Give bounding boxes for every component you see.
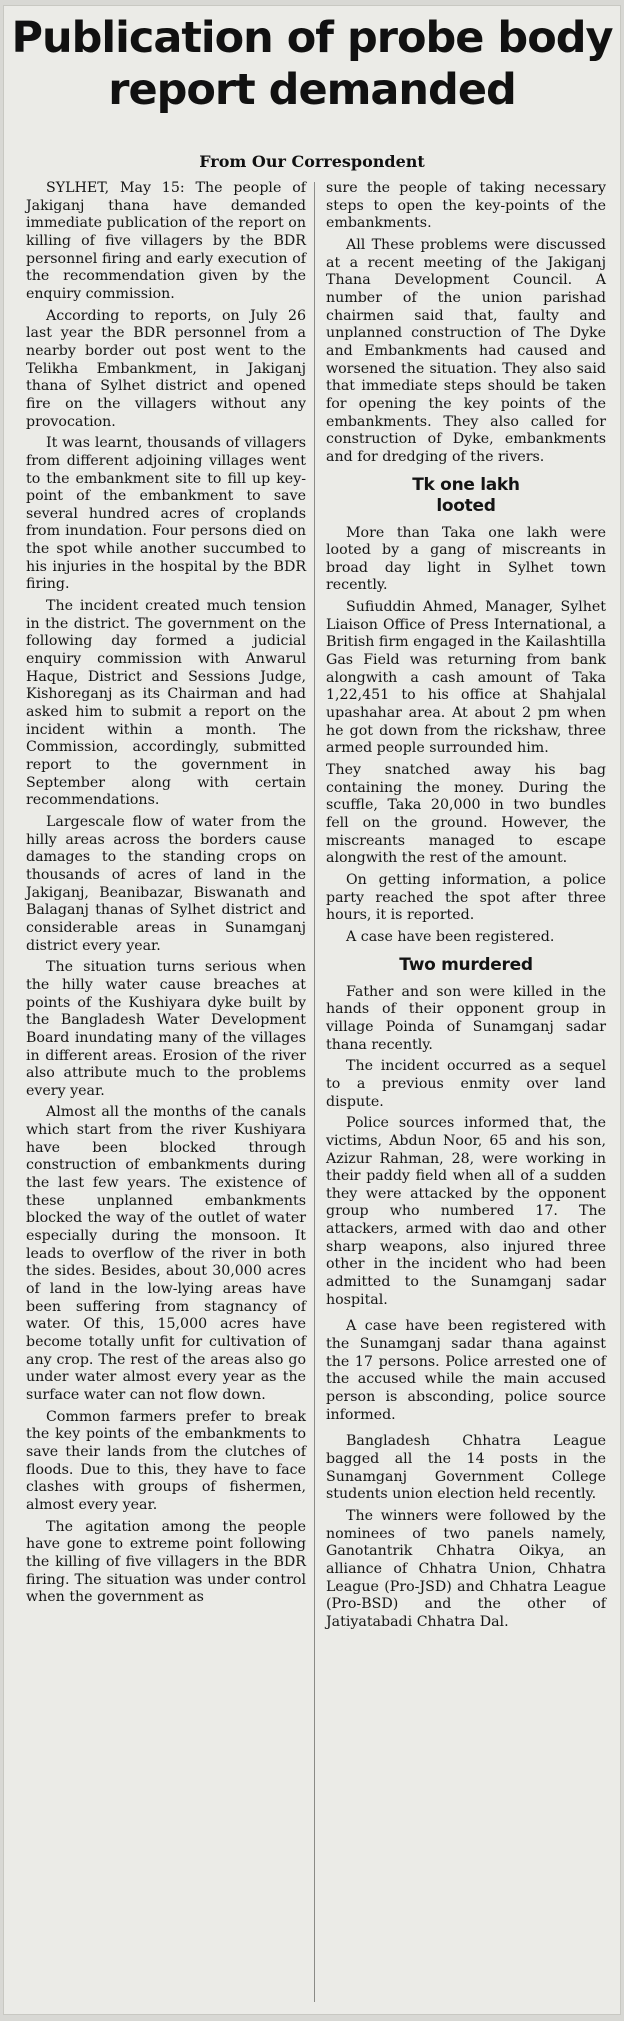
paragraph: SYLHET, May 15: The people of Jakiganj thana have demanded immediate publication of the report on killing of five villagers by the BDR personnel firing and early execution of the recommendation given by the enquiry commission. [26, 180, 306, 302]
subheading-looted: Tk one lakh looted [412, 474, 520, 516]
paragraph: The situation turns serious when the hilly water cause breaches at points of the Kushiyara dyke built by the Bangladesh Water Development Board inundating many of the villages in different areas. Erosion of the river also attribute much to the problems every year. [26, 959, 306, 1099]
newspaper-clipping [4, 6, 620, 2014]
paragraph: Common farmers prefer to break the key points of the embankments to save their lands from the clutches of floods. Due to this, they have to face clashes with groups of fishermen, almost every year. [26, 1408, 306, 1513]
paragraph: The incident created much tension in the district. The government on the following day formed a judicial enquiry commission with Anwarul Haque, District and Sessions Judge, Kishoreganj as its Chairman and had asked him to submit a report on the incident within a month. The Commission, accordingly, submitted report to the government in September along with certain recommendations. [26, 598, 306, 809]
byline: From Our Correspondent [199, 152, 425, 171]
paragraph: Police sources informed that, the victims, Abdun Noor, 65 and his son, Azizur Rahman, 28, were working in their paddy field when all of a sudden they were attacked by the opponent group who numbered 17. The attackers, armed with dao and other sharp weapons, also injured three other in the incident who had been admitted to the Sunamganj sadar hospital. [326, 1115, 606, 1308]
left-column [26, 180, 306, 1611]
right-column [326, 180, 606, 1636]
paragraph: The incident occurred as a sequel to a previous enmity over land dispute. [326, 1058, 606, 1110]
column-divider [314, 182, 315, 2002]
paragraph: A case have been registered with the Sunamganj sadar thana against the 17 persons. Police arrested one of the accused while the main accused person is absconding, police source informed. [326, 1318, 606, 1423]
subheading-murdered: Two murdered [399, 954, 533, 975]
paragraph: The winners were followed by the nominees of two panels namely, Ganotantrik Chhatra Oikya, an alliance of Chhatra Union, Chhatra League (Pro-JSD) and Chhatra League (Pro-BSD) and the other of Jatiyatabadi Chhatra Dal. [326, 1507, 606, 1630]
paragraph: All These problems were discussed at a recent meeting of the Jakiganj Thana Development Council. A number of the union parishad chairmen said that, faulty and unplanned construction of The Dyke and Embankments had caused and worsened the situation. They also said that immediate steps should be taken for opening the key points of the embankments. They also called for construction of Dyke, embankments and for dredging of the rivers. [326, 236, 606, 465]
paragraph: Almost all the months of the canals which start from the river Kushiyara have been blocked through construction of embankments during the last few years. The existence of these unplanned embankments blocked the way of the outlet of water especially during the monsoon. It leads to overflow of the river in both the sides. Besides, about 30,000 acres of land in the low-lying areas have been suffering from stagnancy of water. Of this, 15,000 acres have become totally unfit for cultivation of any crop. The rest of the areas also go under water almost every year as the surface water can not flow down. [26, 1104, 306, 1403]
headline: Publication of probe body report demanded [11, 13, 613, 115]
paragraph: Sufiuddin Ahmed, Manager, Sylhet Liaison Office of Press International, a British firm engaged in the Kailashtilla Gas Field was returning from bank alongwith a cash amount of Taka 1,22,451 to his office at Shahjalal upashahar area. At about 2 pm when he got down from the rickshaw, three armed people surrounded him. [326, 599, 606, 757]
paragraph: Father and son were killed in the hands of their opponent group in village Poinda of Sunamganj sadar thana recently. [326, 983, 606, 1053]
paragraph: According to reports, on July 26 last year the BDR personnel from a nearby border out post went to the Telikha Embankment, in Jakiganj thana of Sylhet district and opened fire on the villagers without any provocation. [26, 307, 306, 430]
paragraph: On getting information, a police party reached the spot after three hours, it is reported. [326, 871, 606, 924]
paragraph: More than Taka one lakh were looted by a gang of miscreants in broad day light in Sylhet town recently. [326, 524, 606, 594]
paragraph: A case have been registered. [346, 928, 555, 945]
paragraph: It was learnt, thousands of villagers from different adjoining villages went to the embankment site to fill up key-point of the embankment to save several hundred acres of croplands from inundation. Four persons died on the spot while another succumbed to his injuries in the hospital by the BDR firing. [26, 435, 306, 593]
paragraph: The agitation among the people have gone to extreme point following the killing of five villagers in the BDR firing. The situation was under control when the government as [26, 1518, 306, 1606]
paragraph: Largescale flow of water from the hilly areas across the borders cause damages to the standing crops on thousands of acres of land in the Jakiganj, Beanibazar, Biswanath and Balaganj thanas of Sylhet district and considerable areas in Sunamganj district every year. [26, 813, 306, 954]
paragraph: They snatched away his bag containing the money. During the scuffle, Taka 20,000 in two bundles fell on the ground. However, the miscreants managed to escape alongwith the rest of the amount. [326, 762, 606, 867]
paragraph: sure the people of taking necessary steps to open the key-points of the embankments. [326, 180, 606, 232]
paragraph: Bangladesh Chhatra League bagged all the 14 posts in the Sunamganj Government College students union election held recently. [326, 1433, 606, 1503]
